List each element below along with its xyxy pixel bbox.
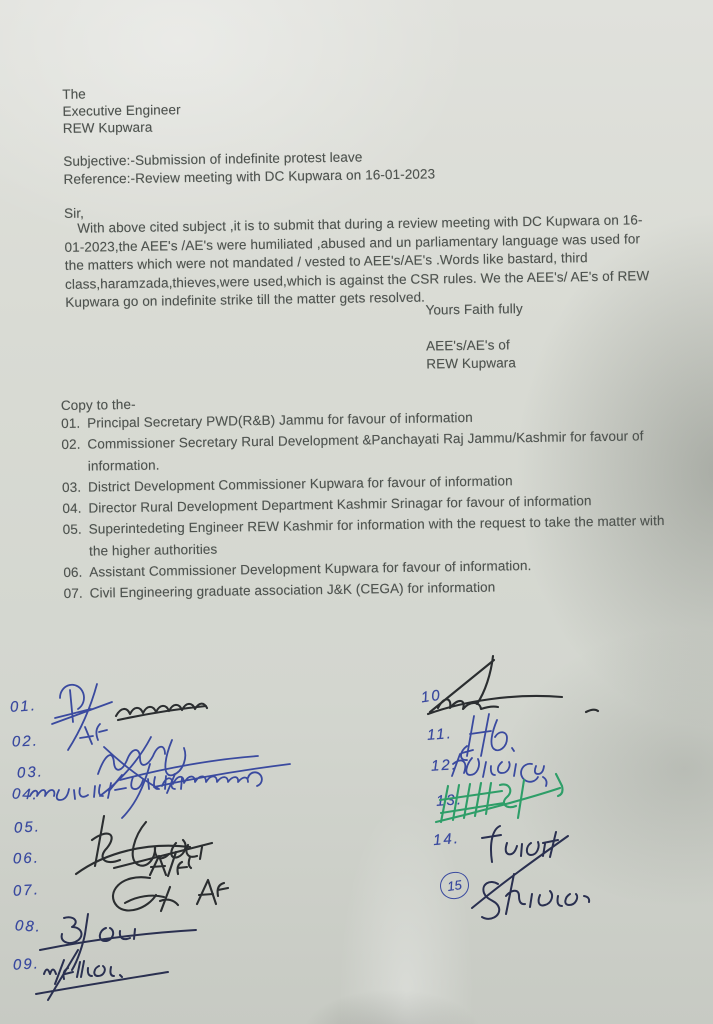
- recipient-line: The: [62, 86, 86, 102]
- signatory-line: REW Kupwara: [426, 355, 517, 372]
- copy-item-text: Civil Engineering graduate association J&K (CEGA) for information: [89, 579, 496, 601]
- recipient-block: [62, 84, 181, 137]
- copy-item-number: 02.: [61, 436, 81, 453]
- signature-number-07: 07.: [12, 881, 41, 900]
- signature-number-02: 02.: [11, 732, 40, 751]
- copy-item-text: Superintedeting Engineer REW Kashmir for information with the request to take the matter with the higher authorities: [88, 513, 665, 559]
- copy-item-number: 03.: [61, 479, 82, 495]
- copy-item-number: 04.: [62, 500, 82, 517]
- signature-number-08: 08.: [14, 917, 43, 936]
- signature-number-10: 10: [419, 686, 443, 707]
- recipient-line: Executive Engineer: [62, 102, 181, 119]
- recipient-line: REW Kupwara: [62, 119, 153, 136]
- copy-heading: Copy to the-: [60, 396, 136, 413]
- body-paragraph: With above cited subject ,it is to submit that during a review meeting with DC Kupwara on 16-01-2023,the AEE's /AE's were humiliated ,abused and un parliamentary language was used for the matters which were not mandated / vested to AEE's/AE's .Words like bastard, third class,haramzada,thieves,were used,which is against the CSR rules. We the AEE's/ AE's of REW Kupwara go on indefinite strike till the matter gets resolved.: [64, 212, 650, 310]
- copy-item-text: Principal Secretary PWD(R&B) Jammu for favour of information: [87, 409, 473, 431]
- reference-line: Reference:-Review meeting with DC Kupwara on 16-01-2023: [63, 165, 436, 187]
- signature-number-05: 05.: [13, 818, 42, 837]
- signature-number-14: 14.: [432, 829, 461, 850]
- signature-number-09: 09.: [12, 955, 41, 974]
- subject-line: Subjective:-Submission of indefinite protest leave: [63, 149, 363, 169]
- copy-item-number: 06.: [63, 564, 83, 581]
- signature-number-12: 12.: [430, 756, 459, 775]
- copy-item-text: Assistant Commissioner Development Kupwara for favour of information.: [89, 558, 532, 580]
- copy-list: [61, 404, 676, 605]
- signature-number-03: 03.: [16, 763, 45, 782]
- signature-number-01: 01.: [9, 697, 38, 716]
- copy-item-text: Director Rural Development Department Kashmir Srinagar for favour of information: [88, 493, 592, 516]
- salutation: Sir,: [63, 205, 85, 221]
- signature-number-13: 13.: [435, 791, 464, 810]
- copy-item-number: 05.: [62, 522, 82, 538]
- signature-number-11: 11.: [426, 725, 454, 744]
- signatory-line: AEE's/AE's of: [425, 337, 510, 354]
- signature-number-06: 06.: [12, 849, 41, 868]
- signatory-block: [426, 336, 516, 373]
- closing-line: Yours Faith fully: [425, 301, 523, 318]
- copy-item-number: 07.: [63, 586, 83, 602]
- signature-number-04: 04.: [11, 785, 40, 804]
- signature-number-15: 15: [446, 877, 463, 894]
- copy-item-text: District Development Commissioner Kupwara for favour of information: [87, 473, 513, 495]
- copy-item-text: Commissioner Secretary Rural Development &Panchayati Raj Jammu/Kashmir for favour of information.: [87, 428, 644, 474]
- subject-block: [63, 147, 435, 188]
- copy-item-number: 01.: [61, 415, 81, 431]
